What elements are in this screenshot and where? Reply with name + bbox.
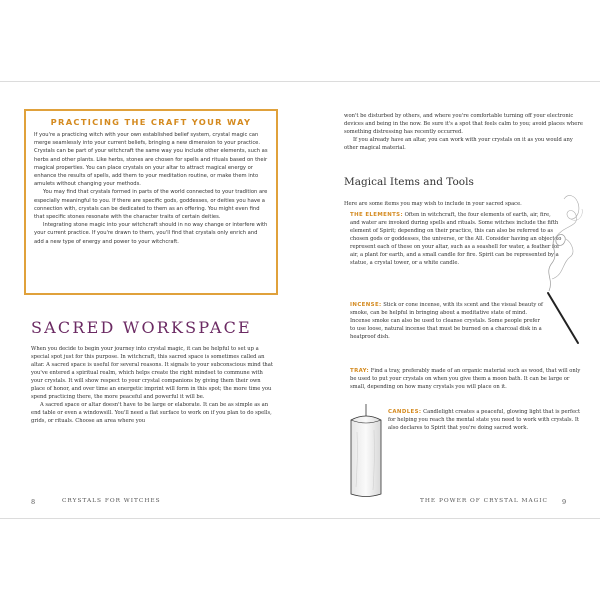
body-paragraph: If you already have an altar, you can work with your crystals on it as you would any other magical material.: [344, 137, 573, 152]
sidebar-title: PRACTICING THE CRAFT YOUR WAY: [50, 117, 252, 127]
item-tray: [350, 367, 586, 391]
item-text: Often in witchcraft, the four elements of earth, air, fire, and water are invoked during spells and rituals. Some witches include the fifth element of Spirit; depending on their practice, this can also be referred to as chosen gods or goddesses, the universe, or the All. Consider having an object to represent each of these on your altar, such as a seashell for water, a feather for air, a plant for earth, and a small candle for fire. Spirit can be represented by a statue, a crystal tower, or a white candle.: [350, 212, 562, 267]
incense-smoke-illustration: [542, 187, 592, 347]
book-spread: [0, 81, 600, 519]
running-head: THE POWER OF CRYSTAL MAGIC: [420, 498, 548, 504]
left-body-text: [31, 345, 275, 425]
item-incense: [350, 301, 546, 341]
subheading: Magical Items and Tools: [344, 176, 474, 188]
sidebar-paragraph: Integrating stone magic into your witchcraft should in no way change or interfere with your current practice. If you're drawn to them, you'll find that crystals only enrich and add a new type of energy and power to your witchcraft.: [34, 222, 268, 245]
left-page: [0, 82, 300, 518]
body-paragraph: A sacred space or altar doesn't have to be large or elaborate. It can be as simple as an end table or even a windowsill. You'll need a flat surface to work on if you plan to do spells, grids, or rituals. Choose an area where you: [31, 402, 272, 425]
folio-number: 8: [31, 498, 36, 506]
sidebar-paragraph: You may find that crystals formed in parts of the world connected to your tradition are especially meaningful to you. If there are specific gods, goddesses, or deities you have a connection with, crystals can be dedicated to them as an offering. You might even find that specific stones resonate with the character traits of certain deities.: [34, 189, 268, 221]
sidebar-box: [24, 109, 278, 295]
item-term: INCENSE:: [350, 302, 382, 308]
intro-paragraph: Here are some items you may wish to include in your sacred space.: [344, 201, 522, 207]
body-paragraph: won't be disturbed by others, and where you're comfortable turning off your electronic devices and being in the now. Be sure it's a spot that feels calm to you; avoid places where something distressing has recently occurred.: [344, 113, 583, 136]
sidebar-paragraph: If you're a practicing witch with your own established belief system, crystal magic can merge seamlessly into your current beliefs, bringing a new dimension to your practice. Crystals can be part of your witchcraft the same way you include other elements, such as herbs and other plants. Like herbs, stones are chosen for spells and rituals based on their magical properties. You can place crystals on your altar to attract magical energy or enhance the results of spells, add them to your meditation routine, or make them into amulets without changing your methods.: [34, 132, 268, 188]
item-term: THE ELEMENTS:: [350, 212, 404, 218]
candle-illustration: [348, 402, 384, 502]
item-text: Find a tray, preferably made of an organic material such as wood, that will only be used to put your crystals on when you give them a moon bath. It can be large or small, depending on how many crystals you will place on it.: [350, 368, 581, 391]
item-term: TRAY:: [350, 368, 370, 374]
item-term: CANDLES:: [388, 409, 422, 415]
folio-number: 9: [562, 498, 567, 506]
right-page: [300, 82, 600, 518]
body-paragraph: When you decide to begin your journey into crystal magic, it can be helpful to set up a special spot just for this purpose. In witchcraft, this sacred space is sometimes called an altar. A sacred space is useful for several reasons. It signals to your subconscious mind that you've entered a spiritual realm, which helps create the right mindset to commune with your crystals. It will show respect to your crystal companions by giving them their own place of honor, and over time an energetic imprint will form in this spot; the more time you spend practicing there, the more peaceful and powerful it will be.: [31, 346, 273, 401]
item-candles: [388, 408, 586, 432]
item-text: Candlelight creates a peaceful, glowing light that is perfect for helping you reach the mental state you need to work with crystals. It also declares to Spirit that you're doing sacred work.: [388, 409, 581, 432]
right-continuation-text: [344, 112, 586, 152]
item-elements: [350, 211, 562, 267]
running-head: CRYSTALS FOR WITCHES: [62, 498, 161, 504]
section-heading: SACRED WORKSPACE: [31, 318, 252, 337]
item-text: Stick or cone incense, with its scent and the visual beauty of smoke, can be helpful in bringing about a meditative state of mind. Incense smoke can also be used to cleanse crystals. Some people prefer to use loose, natural incense that must be burned on a charcoal disk in a heatproof dish.: [350, 302, 543, 341]
